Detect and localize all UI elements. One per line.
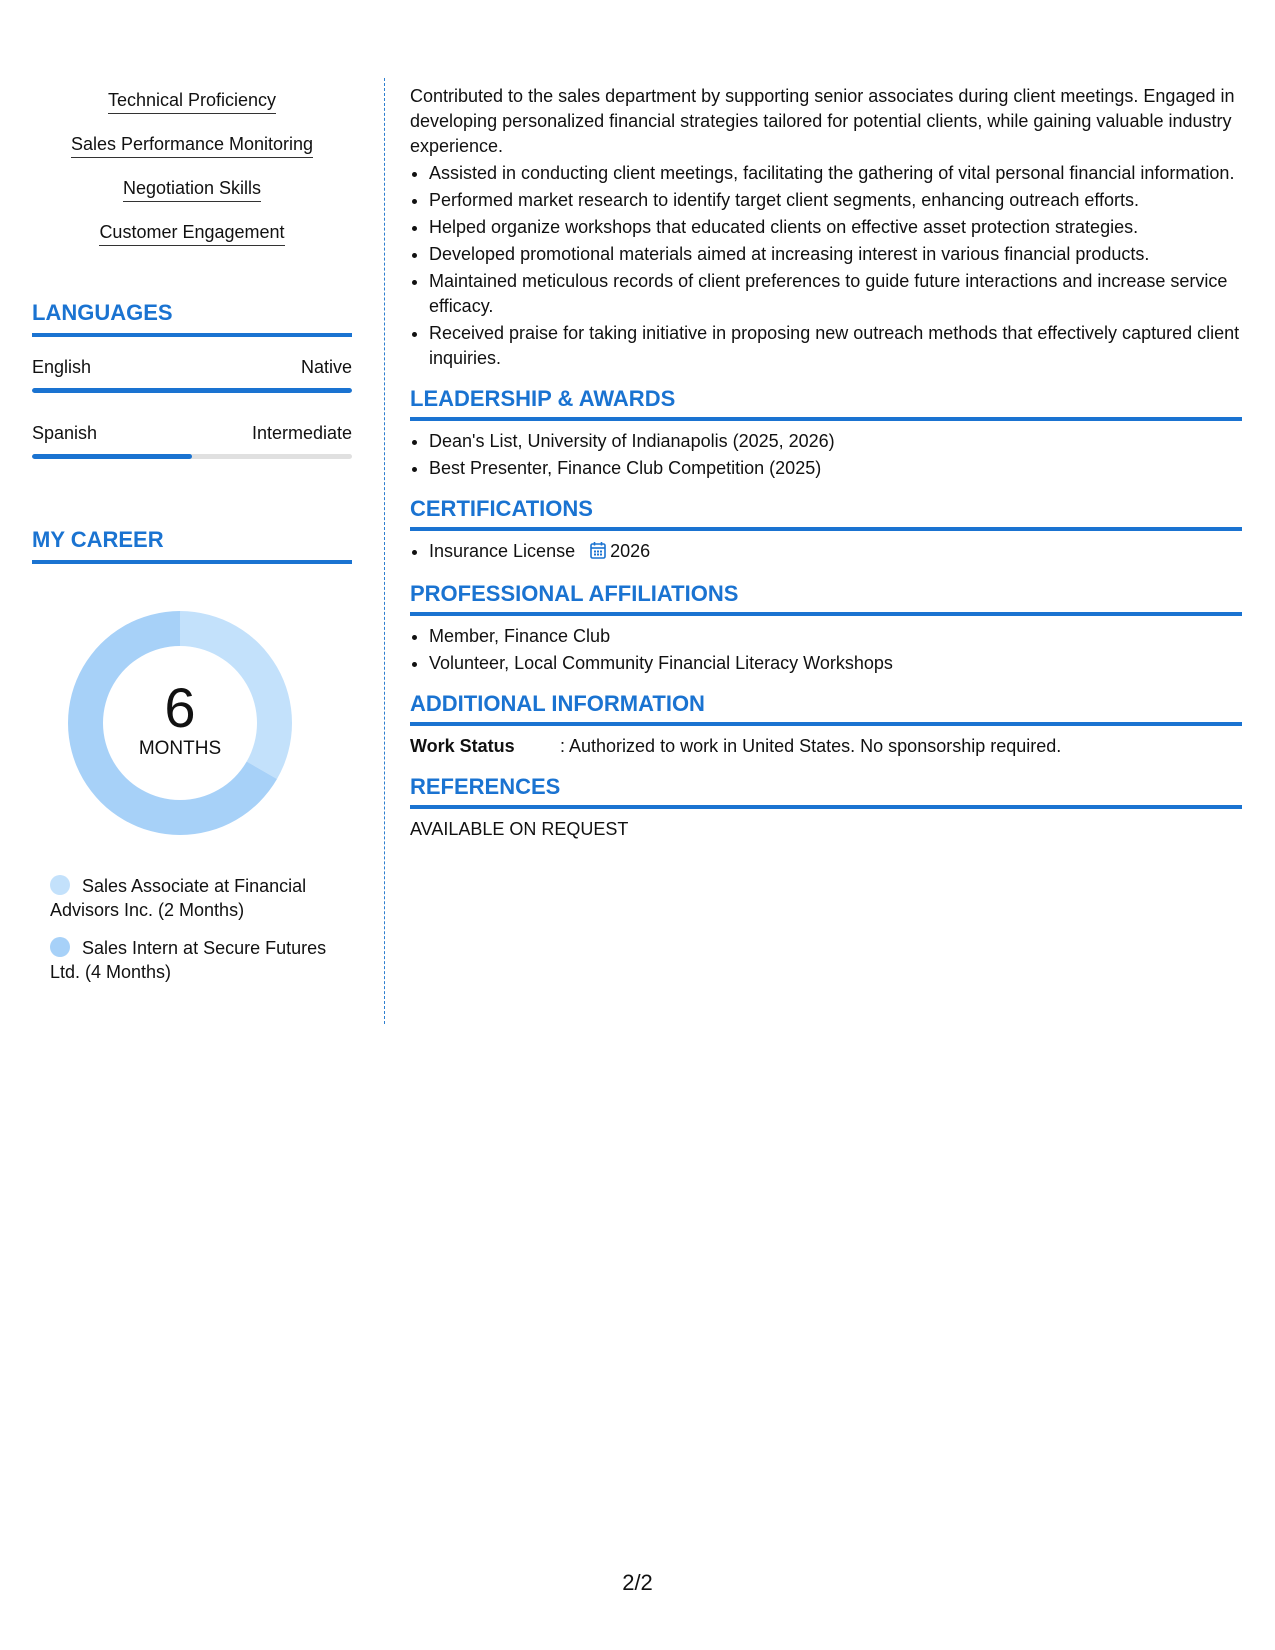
award-item: • Dean's List, University of Indianapolis (2025, 2026) <box>429 429 1242 454</box>
career-heading: MY CAREER <box>32 527 352 564</box>
experience-bullet: • Performed market research to identify target client segments, enhancing outreach efforts. <box>429 188 1242 213</box>
skill-item: Sales Performance Monitoring <box>71 132 313 158</box>
skill-item: Customer Engagement <box>99 220 284 246</box>
references-text: AVAILABLE ON REQUEST <box>410 819 629 839</box>
awards-heading: LEADERSHIP & AWARDS <box>410 385 1242 421</box>
work-status-value: : Authorized to work in United States. No sponsorship required. <box>560 736 1062 756</box>
experience-bullet: • Helped organize workshops that educated clients on effective asset protection strategies. <box>429 215 1242 240</box>
certifications-heading: CERTIFICATIONS <box>410 495 1242 531</box>
skill-item: Technical Proficiency <box>108 88 276 114</box>
career-total-months: 6 <box>164 676 196 739</box>
language-level: Native <box>300 357 352 377</box>
experience-intro: Contributed to the sales department by supporting senior associates during client meetings. Engaged in developing personalized financial strategies tailored for potential clients, while gaining valuable industry experience. <box>410 86 1235 156</box>
experience-bullet: • Developed promotional materials aimed at increasing interest in various financial products. <box>429 242 1242 267</box>
language-proficiency-fill <box>32 454 192 459</box>
career-legend <box>50 874 340 984</box>
experience-section <box>410 84 1242 371</box>
skill-item: Negotiation Skills <box>123 176 261 202</box>
page-number: 2/2 <box>622 1570 653 1595</box>
award-item: • Best Presenter, Finance Club Competition (2025) <box>429 456 1242 481</box>
experience-bullet: • Received praise for taking initiative in proposing new outreach methods that effectively captured client inquiries. <box>429 321 1242 371</box>
language-name: English <box>32 357 92 377</box>
career-legend-label: Sales Associate at Financial Advisors Inc. (2 Months) <box>50 876 307 920</box>
experience-bullet: • Assisted in conducting client meetings, facilitating the gathering of vital personal financial information. <box>429 161 1242 186</box>
skills-list <box>32 78 352 254</box>
main-content <box>410 84 1242 842</box>
languages-heading: LANGUAGES <box>32 300 352 337</box>
certification-year: 2026 <box>610 541 651 561</box>
career-donut-center <box>65 608 295 838</box>
references-heading: REFERENCES <box>410 773 1242 809</box>
calendar-icon <box>590 541 606 566</box>
certification-name: Insurance License <box>429 541 576 561</box>
language-proficiency-bar <box>32 454 352 459</box>
column-divider <box>384 78 385 1024</box>
language-proficiency-bar <box>32 388 352 393</box>
legend-dot-icon <box>50 875 70 895</box>
experience-bullets <box>410 161 1242 371</box>
affiliations-list <box>410 624 1242 676</box>
certification-item <box>429 539 1242 566</box>
language-name: Spanish <box>32 423 98 443</box>
affiliations-heading: PROFESSIONAL AFFILIATIONS <box>410 580 1242 616</box>
language-level: Intermediate <box>251 423 352 443</box>
additional-info-heading: ADDITIONAL INFORMATION <box>410 690 1242 726</box>
career-legend-item <box>50 936 340 984</box>
career-total-unit: MONTHS <box>138 738 222 759</box>
affiliation-item: • Member, Finance Club <box>429 624 1242 649</box>
language-proficiency-fill <box>32 388 352 393</box>
work-status-label: Work Status <box>410 736 515 756</box>
experience-bullet: • Maintained meticulous records of client preferences to guide future interactions and increase service efficacy. <box>429 269 1242 319</box>
affiliation-item: • Volunteer, Local Community Financial Literacy Workshops <box>429 651 1242 676</box>
sidebar <box>32 78 352 998</box>
career-legend-label: Sales Intern at Secure Futures Ltd. (4 Months) <box>50 938 327 982</box>
awards-list <box>410 429 1242 481</box>
language-entry <box>32 423 352 459</box>
career-legend-item <box>50 874 340 922</box>
career-donut-chart <box>65 608 295 838</box>
work-status-row <box>410 734 1242 759</box>
legend-dot-icon <box>50 937 70 957</box>
language-entry <box>32 357 352 393</box>
certifications-list <box>410 539 1242 566</box>
